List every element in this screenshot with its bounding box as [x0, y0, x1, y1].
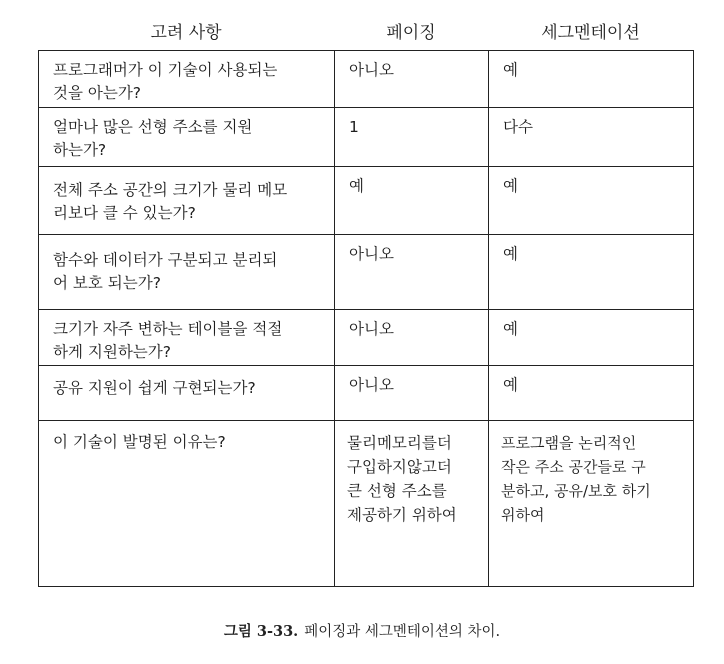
caption-text: 페이징과 세그멘테이션의 차이.	[304, 624, 501, 640]
header-segmentation: 세그멘테이션	[541, 23, 640, 43]
segmentation-cell: 예	[489, 167, 694, 235]
table-row	[39, 167, 694, 235]
table-row	[39, 421, 694, 587]
caption-label: 그림 3-33.	[223, 623, 299, 640]
question-cell: 프로그래머가 이 기술이 사용되는 것을 아는가?	[39, 51, 335, 108]
question-cell: 함수와 데이터가 구분되고 분리되 어 보호 되는가?	[39, 235, 335, 310]
table-row	[39, 51, 694, 108]
table-row	[39, 108, 694, 167]
paging-cell: 1	[335, 108, 489, 167]
table-row	[39, 366, 694, 421]
question-cell: 전체 주소 공간의 크기가 물리 메모 리보다 클 수 있는가?	[39, 167, 335, 235]
table-row	[39, 235, 694, 310]
segmentation-cell: 프로그램을 논리적인 작은 주소 공간들로 구 분하고, 공유/보호 하기 위하여	[489, 421, 694, 587]
paging-cell: 예	[335, 167, 489, 235]
segmentation-cell: 예	[489, 310, 694, 366]
segmentation-cell: 예	[489, 235, 694, 310]
question-cell: 이 기술이 발명된 이유는?	[39, 421, 335, 587]
question-cell: 크기가 자주 변하는 테이블을 적절 하게 지원하는가?	[39, 310, 335, 366]
paging-cell: 아니오	[335, 51, 489, 108]
comparison-table	[38, 50, 694, 587]
segmentation-cell: 예	[489, 366, 694, 421]
figure-caption	[0, 620, 724, 641]
segmentation-cell: 예	[489, 51, 694, 108]
table-row	[39, 310, 694, 366]
paging-cell: 아니오	[335, 235, 489, 310]
paging-cell: 아니오	[335, 310, 489, 366]
question-cell: 얼마나 많은 선형 주소를 지원 하는가?	[39, 108, 335, 167]
paging-cell: 물리메모리를더 구입하지않고더 큰 선형 주소를 제공하기 위하여	[335, 421, 489, 587]
question-cell: 공유 지원이 쉽게 구현되는가?	[39, 366, 335, 421]
segmentation-cell: 다수	[489, 108, 694, 167]
header-consideration: 고려 사항	[150, 23, 222, 43]
header-paging: 페이징	[386, 23, 436, 43]
paging-cell: 아니오	[335, 366, 489, 421]
